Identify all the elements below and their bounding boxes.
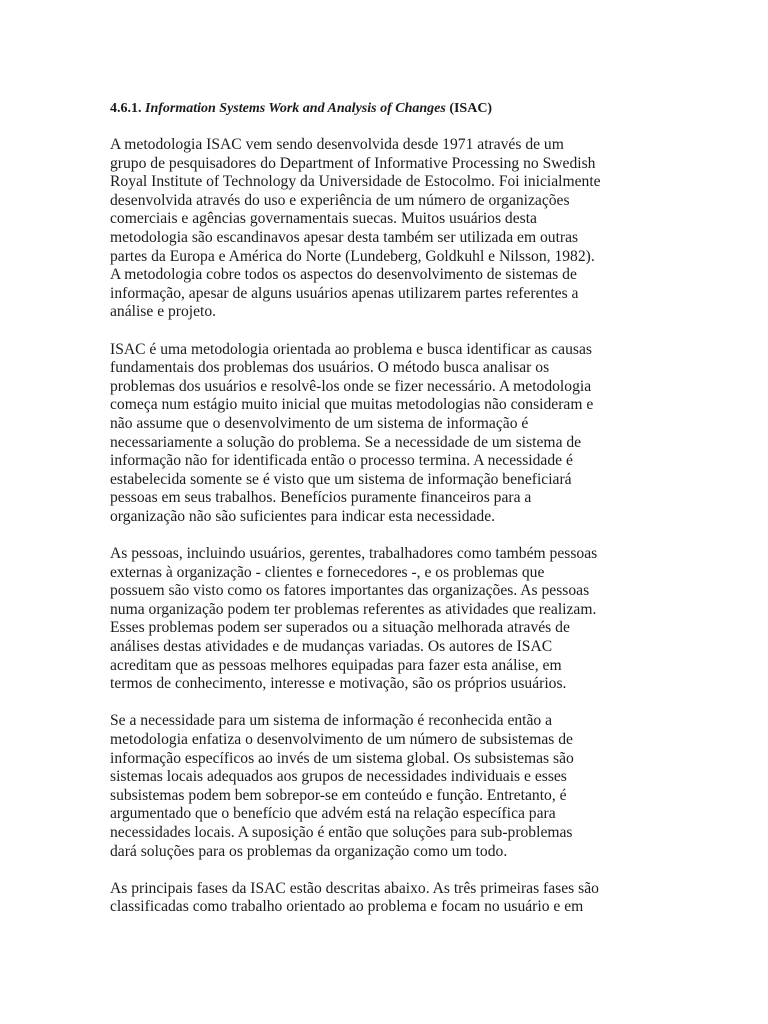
text-line: desenvolvida através do uso e experiência de um número de organizações bbox=[110, 191, 570, 209]
text-line: Esses problemas podem ser superados ou a situação melhorada através de bbox=[110, 619, 570, 637]
text-line: sistemas locais adequados aos grupos de necessidades individuais e esses bbox=[110, 768, 567, 786]
paragraph-list bbox=[110, 136, 670, 917]
text-line: começa num estágio muito inicial que muitas metodologias não consideram e bbox=[110, 396, 594, 414]
text-line: informação não for identificada então o processo termina. A necessidade é bbox=[110, 452, 573, 470]
document-body bbox=[110, 100, 670, 936]
text-line: As pessoas, incluindo usuários, gerentes, trabalhadores como também pessoas bbox=[110, 545, 598, 563]
text-line: As principais fases da ISAC estão descritas abaixo. As três primeiras fases são bbox=[110, 879, 599, 897]
section-title: Information Systems Work and Analysis of Changes bbox=[145, 101, 446, 116]
text-line: acreditam que as pessoas melhores equipadas para fazer esta análise, em bbox=[110, 656, 562, 674]
text-line: subsistemas podem bem sobrepor-se em conteúdo e função. Entretanto, é bbox=[110, 786, 567, 804]
text-line: A metodologia ISAC vem sendo desenvolvida desde 1971 através de um bbox=[110, 136, 564, 153]
text-line: Se a necessidade para um sistema de informação é reconhecida então a bbox=[110, 712, 553, 730]
text-line: organização não são suficientes para indicar esta necessidade. bbox=[110, 507, 496, 525]
text-line: fundamentais dos problemas dos usuários. O método busca analisar os bbox=[110, 359, 550, 377]
text-line: não assume que o desenvolvimento de um sistema de informação é bbox=[110, 414, 529, 432]
paragraph bbox=[110, 136, 670, 322]
text-line: análises destas atividades e de mudanças variadas. Os autores de ISAC bbox=[110, 638, 553, 656]
text-line: termos de conhecimento, interesse e motivação, são os próprios usuários. bbox=[110, 675, 567, 693]
text-line: ISAC é uma metodologia orientada ao problema e busca identificar as causas bbox=[110, 340, 592, 358]
text-line: estabelecida somente se é visto que um sistema de informação beneficiará bbox=[110, 470, 572, 488]
section-number: 4.6.1. bbox=[110, 101, 142, 116]
text-line: grupo de pesquisadores do Department of Informative Processing no Swedish bbox=[110, 154, 596, 172]
text-line: necessariamente a solução do problema. Se a necessidade de um sistema de bbox=[110, 433, 582, 451]
text-line: argumentado que o benefício que advém está na relação específica para bbox=[110, 805, 556, 823]
section-heading bbox=[110, 100, 670, 118]
text-line: metodologia enfatiza o desenvolvimento de um número de subsistemas de bbox=[110, 731, 573, 748]
text-line: metodologia são escandinavos apesar desta também ser utilizada em outras bbox=[110, 228, 579, 246]
text-line: necessidades locais. A suposição é então que soluções para sub-problemas bbox=[110, 823, 573, 841]
paragraph bbox=[110, 712, 670, 861]
text-line: numa organização podem ter problemas referentes as atividades que realizam. bbox=[110, 600, 597, 618]
paragraph bbox=[110, 341, 670, 527]
paragraph bbox=[110, 545, 670, 694]
text-line: análise e projeto. bbox=[110, 303, 217, 321]
text-line: informação específicos ao invés de um sistema global. Os subsistemas são bbox=[110, 749, 574, 767]
text-line: possuem são visto como os fatores importantes das organizações. As pessoas bbox=[110, 582, 590, 600]
text-line: classificadas como trabalho orientado ao problema e focam no usuário e em bbox=[110, 898, 584, 916]
text-line: dará soluções para os problemas da organização como um todo. bbox=[110, 842, 508, 860]
paragraph bbox=[110, 880, 670, 917]
text-line: externas à organização - clientes e fornecedores -, e os problemas que bbox=[110, 563, 545, 581]
text-line: comerciais e agências governamentais suecas. Muitos usuários desta bbox=[110, 210, 537, 228]
text-line: A metodologia cobre todos os aspectos do desenvolvimento de sistemas de bbox=[110, 266, 577, 284]
text-line: Royal Institute of Technology da Universidade de Estocolmo. Foi inicialmente bbox=[110, 173, 601, 191]
text-line: problemas dos usuários e resolvê-los onde se fizer necessário. A metodologia bbox=[110, 377, 592, 395]
text-line: informação, apesar de alguns usuários apenas utilizarem partes referentes a bbox=[110, 284, 579, 302]
text-line: partes da Europa e América do Norte (Lundeberg, Goldkuhl e Nilsson, 1982). bbox=[110, 247, 595, 265]
section-abbreviation: (ISAC) bbox=[449, 101, 493, 116]
text-line: pessoas em seus trabalhos. Benefícios puramente financeiros para a bbox=[110, 489, 532, 507]
